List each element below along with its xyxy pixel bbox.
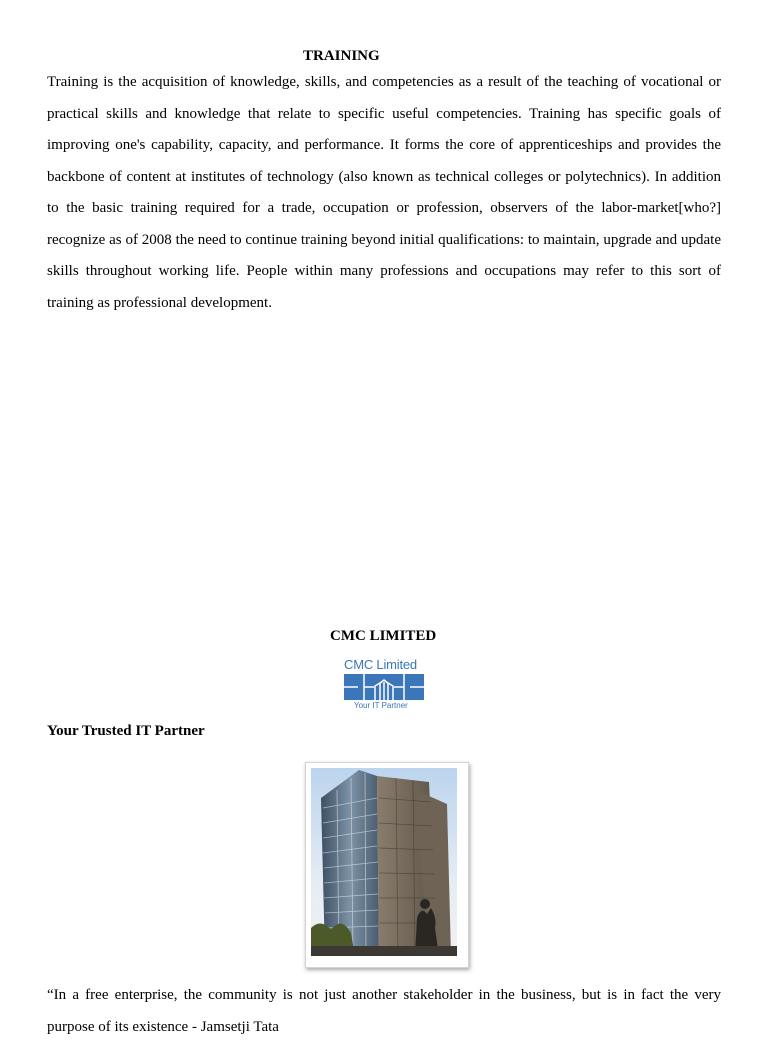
cmc-limited-heading: CMC LIMITED	[330, 628, 437, 644]
building-photo-icon	[311, 768, 457, 956]
training-heading: TRAINING	[303, 48, 380, 64]
office-building-photo	[305, 762, 469, 968]
tata-quote: “In a free enterprise, the community is not just another stakeholder in the business, but is in fact the very purpose of its existence - Jamsetji Tata	[47, 987, 721, 1035]
trusted-partner-tagline: Your Trusted IT Partner	[47, 723, 205, 739]
cmc-logo-mark-icon	[344, 674, 424, 700]
cmc-logo-wordmark: CMC Limited	[344, 657, 417, 672]
cmc-logo-tagline: Your IT Partner	[354, 701, 408, 710]
cmc-logo	[343, 657, 425, 712]
training-paragraph: Training is the acquisition of knowledge, skills, and competencies as a result of the teaching of vocational or practical skills and knowledge that relate to specific useful competencies. Training has specific goals of improving one's capability, capacity, and performance. It forms the core of apprenticeships and provides the backbone of content at institutes of technology (also known as technical colleges or polytechnics). In addition to the basic training required for a trade, occupation or profession, observers of the labor-market[who?] recognize as of 2008 the need to continue training beyond initial qualifications: to maintain, upgrade and update skills throughout working life. People within many professions and occupations may refer to this sort of training as professional development.	[47, 74, 721, 311]
